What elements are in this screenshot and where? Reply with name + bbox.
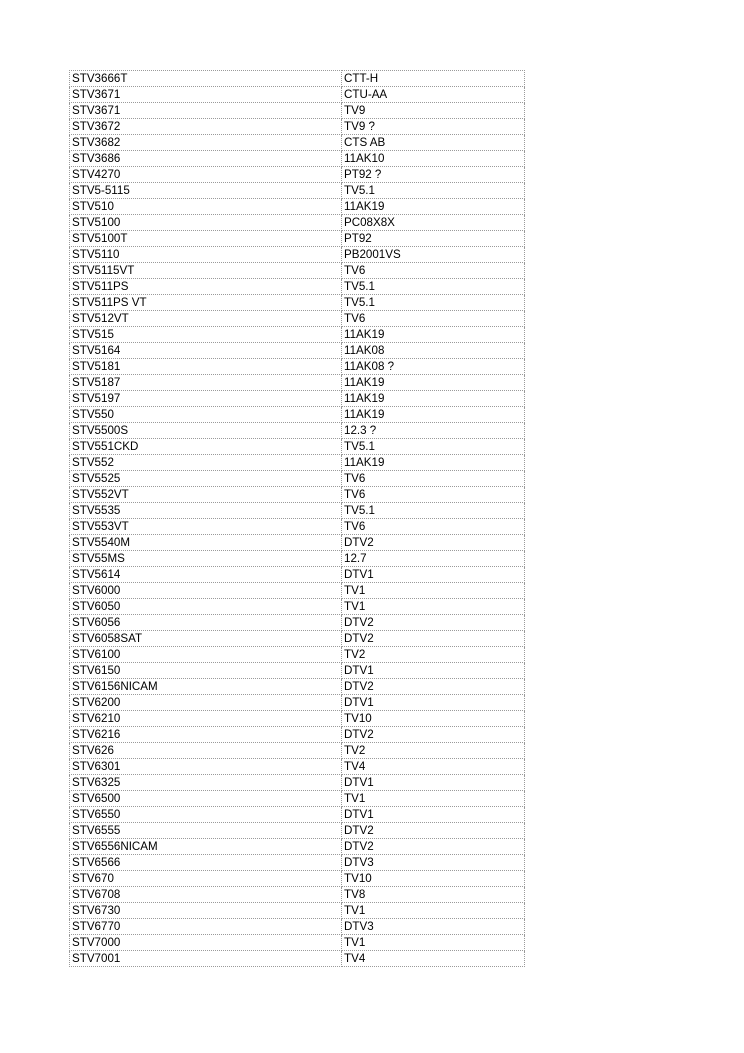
part-number-cell: STV5-5115: [70, 183, 342, 199]
chassis-cell: CTS AB: [342, 135, 525, 151]
table-row: [70, 103, 525, 119]
part-number-cell: STV515: [70, 327, 342, 343]
chassis-cell: 11AK19: [342, 455, 525, 471]
table-row: [70, 631, 525, 647]
part-number-cell: STV3686: [70, 151, 342, 167]
table-row: [70, 823, 525, 839]
part-number-cell: STV5115VT: [70, 263, 342, 279]
part-number-cell: STV6210: [70, 711, 342, 727]
table-row: [70, 87, 525, 103]
chassis-cell: 11AK19: [342, 375, 525, 391]
chassis-cell: TV10: [342, 711, 525, 727]
chassis-cell: DTV1: [342, 695, 525, 711]
chassis-cell: TV5.1: [342, 439, 525, 455]
table-row: [70, 647, 525, 663]
chassis-cell: TV5.1: [342, 503, 525, 519]
chassis-cell: DTV1: [342, 807, 525, 823]
table-body: [70, 71, 525, 967]
part-number-cell: STV3671: [70, 103, 342, 119]
table-row: [70, 903, 525, 919]
chassis-cell: 12.3 ?: [342, 423, 525, 439]
chassis-cell: TV2: [342, 743, 525, 759]
chassis-cell: PT92 ?: [342, 167, 525, 183]
chassis-cell: TV1: [342, 903, 525, 919]
chassis-cell: DTV2: [342, 823, 525, 839]
table-row: [70, 247, 525, 263]
chassis-cell: DTV1: [342, 775, 525, 791]
table-row: [70, 567, 525, 583]
table-row: [70, 759, 525, 775]
part-number-cell: STV6555: [70, 823, 342, 839]
chassis-cell: TV2: [342, 647, 525, 663]
chassis-cell: TV5.1: [342, 279, 525, 295]
chassis-cell: 11AK08 ?: [342, 359, 525, 375]
chassis-cell: TV6: [342, 263, 525, 279]
table-row: [70, 263, 525, 279]
part-number-cell: STV6556NICAM: [70, 839, 342, 855]
table-row: [70, 487, 525, 503]
table-row: [70, 151, 525, 167]
table-row: [70, 279, 525, 295]
chassis-cell: DTV1: [342, 567, 525, 583]
chassis-cell: TV5.1: [342, 183, 525, 199]
table-row: [70, 855, 525, 871]
chassis-cell: 11AK08: [342, 343, 525, 359]
table-row: [70, 551, 525, 567]
chassis-cell: TV4: [342, 759, 525, 775]
chassis-cell: 12.7: [342, 551, 525, 567]
table-row: [70, 119, 525, 135]
chassis-cell: TV10: [342, 871, 525, 887]
part-number-cell: STV626: [70, 743, 342, 759]
part-number-cell: STV6200: [70, 695, 342, 711]
table-row: [70, 871, 525, 887]
table-row: [70, 199, 525, 215]
chassis-cell: TV6: [342, 487, 525, 503]
part-number-cell: STV5197: [70, 391, 342, 407]
chassis-cell: TV1: [342, 791, 525, 807]
table-row: [70, 599, 525, 615]
table-row: [70, 711, 525, 727]
table-row: [70, 935, 525, 951]
chassis-cell: 11AK10: [342, 151, 525, 167]
spreadsheet-table: [69, 70, 525, 967]
part-number-cell: STV512VT: [70, 311, 342, 327]
table-row: [70, 839, 525, 855]
table-row: [70, 375, 525, 391]
table-row: [70, 791, 525, 807]
chassis-cell: 11AK19: [342, 199, 525, 215]
chassis-cell: CTU-AA: [342, 87, 525, 103]
part-number-cell: STV5110: [70, 247, 342, 263]
chassis-cell: TV9: [342, 103, 525, 119]
table-row: [70, 231, 525, 247]
part-number-cell: STV6058SAT: [70, 631, 342, 647]
table-row: [70, 327, 525, 343]
table-row: [70, 663, 525, 679]
table-row: [70, 679, 525, 695]
chassis-cell: DTV2: [342, 679, 525, 695]
table-row: [70, 455, 525, 471]
part-number-cell: STV511PS VT: [70, 295, 342, 311]
part-number-cell: STV6708: [70, 887, 342, 903]
part-number-cell: STV551CKD: [70, 439, 342, 455]
part-number-cell: STV511PS: [70, 279, 342, 295]
part-number-cell: STV6156NICAM: [70, 679, 342, 695]
table-row: [70, 167, 525, 183]
table-row: [70, 535, 525, 551]
chassis-cell: TV9 ?: [342, 119, 525, 135]
chassis-cell: PT92: [342, 231, 525, 247]
part-number-cell: STV3672: [70, 119, 342, 135]
chassis-cell: TV4: [342, 951, 525, 967]
table-row: [70, 359, 525, 375]
chassis-cell: TV8: [342, 887, 525, 903]
part-number-cell: STV5187: [70, 375, 342, 391]
part-number-cell: STV5181: [70, 359, 342, 375]
chassis-cell: DTV3: [342, 919, 525, 935]
chassis-cell: TV6: [342, 311, 525, 327]
part-number-cell: STV6100: [70, 647, 342, 663]
part-number-cell: STV6566: [70, 855, 342, 871]
table-row: [70, 743, 525, 759]
table-row: [70, 807, 525, 823]
chassis-cell: TV1: [342, 935, 525, 951]
table-row: [70, 919, 525, 935]
part-number-cell: STV5500S: [70, 423, 342, 439]
chassis-cell: PB2001VS: [342, 247, 525, 263]
chassis-cell: TV1: [342, 599, 525, 615]
part-number-cell: STV550: [70, 407, 342, 423]
table-row: [70, 391, 525, 407]
part-number-cell: STV6770: [70, 919, 342, 935]
chassis-cell: DTV2: [342, 535, 525, 551]
part-number-cell: STV5525: [70, 471, 342, 487]
table-row: [70, 71, 525, 87]
table-row: [70, 519, 525, 535]
table-row: [70, 439, 525, 455]
part-number-cell: STV6150: [70, 663, 342, 679]
part-number-cell: STV3682: [70, 135, 342, 151]
table-row: [70, 295, 525, 311]
table-row: [70, 503, 525, 519]
chassis-cell: DTV2: [342, 727, 525, 743]
part-number-cell: STV7001: [70, 951, 342, 967]
part-number-cell: STV6216: [70, 727, 342, 743]
part-number-cell: STV3671: [70, 87, 342, 103]
table-row: [70, 471, 525, 487]
part-number-cell: STV55MS: [70, 551, 342, 567]
chassis-cell: DTV1: [342, 663, 525, 679]
part-number-cell: STV552VT: [70, 487, 342, 503]
part-number-cell: STV5164: [70, 343, 342, 359]
chassis-cell: CTT-H: [342, 71, 525, 87]
table-row: [70, 215, 525, 231]
part-number-cell: STV5100T: [70, 231, 342, 247]
part-number-cell: STV510: [70, 199, 342, 215]
part-number-cell: STV5100: [70, 215, 342, 231]
part-number-cell: STV553VT: [70, 519, 342, 535]
table-row: [70, 423, 525, 439]
part-number-cell: STV5614: [70, 567, 342, 583]
table-row: [70, 951, 525, 967]
part-number-cell: STV6301: [70, 759, 342, 775]
chassis-cell: PC08X8X: [342, 215, 525, 231]
part-number-cell: STV670: [70, 871, 342, 887]
chassis-cell: TV1: [342, 583, 525, 599]
part-number-cell: STV6056: [70, 615, 342, 631]
table-row: [70, 183, 525, 199]
chassis-cell: DTV3: [342, 855, 525, 871]
chassis-cell: TV6: [342, 519, 525, 535]
table-row: [70, 343, 525, 359]
part-number-cell: STV6500: [70, 791, 342, 807]
table-row: [70, 775, 525, 791]
chassis-cell: TV5.1: [342, 295, 525, 311]
part-number-cell: STV6000: [70, 583, 342, 599]
chassis-cell: 11AK19: [342, 391, 525, 407]
part-number-cell: STV6730: [70, 903, 342, 919]
chassis-cell: 11AK19: [342, 407, 525, 423]
part-number-cell: STV5540M: [70, 535, 342, 551]
part-number-cell: STV6325: [70, 775, 342, 791]
part-number-cell: STV3666T: [70, 71, 342, 87]
table-row: [70, 311, 525, 327]
table-row: [70, 135, 525, 151]
table-row: [70, 887, 525, 903]
table-row: [70, 583, 525, 599]
part-number-cell: STV5535: [70, 503, 342, 519]
chassis-cell: DTV2: [342, 631, 525, 647]
part-number-cell: STV4270: [70, 167, 342, 183]
table-row: [70, 695, 525, 711]
chassis-cell: DTV2: [342, 615, 525, 631]
table-row: [70, 407, 525, 423]
chassis-cell: 11AK19: [342, 327, 525, 343]
part-number-cell: STV7000: [70, 935, 342, 951]
part-number-cell: STV6550: [70, 807, 342, 823]
chassis-cell: DTV2: [342, 839, 525, 855]
table-row: [70, 727, 525, 743]
table-row: [70, 615, 525, 631]
part-number-cell: STV6050: [70, 599, 342, 615]
chassis-cell: TV6: [342, 471, 525, 487]
part-number-cell: STV552: [70, 455, 342, 471]
